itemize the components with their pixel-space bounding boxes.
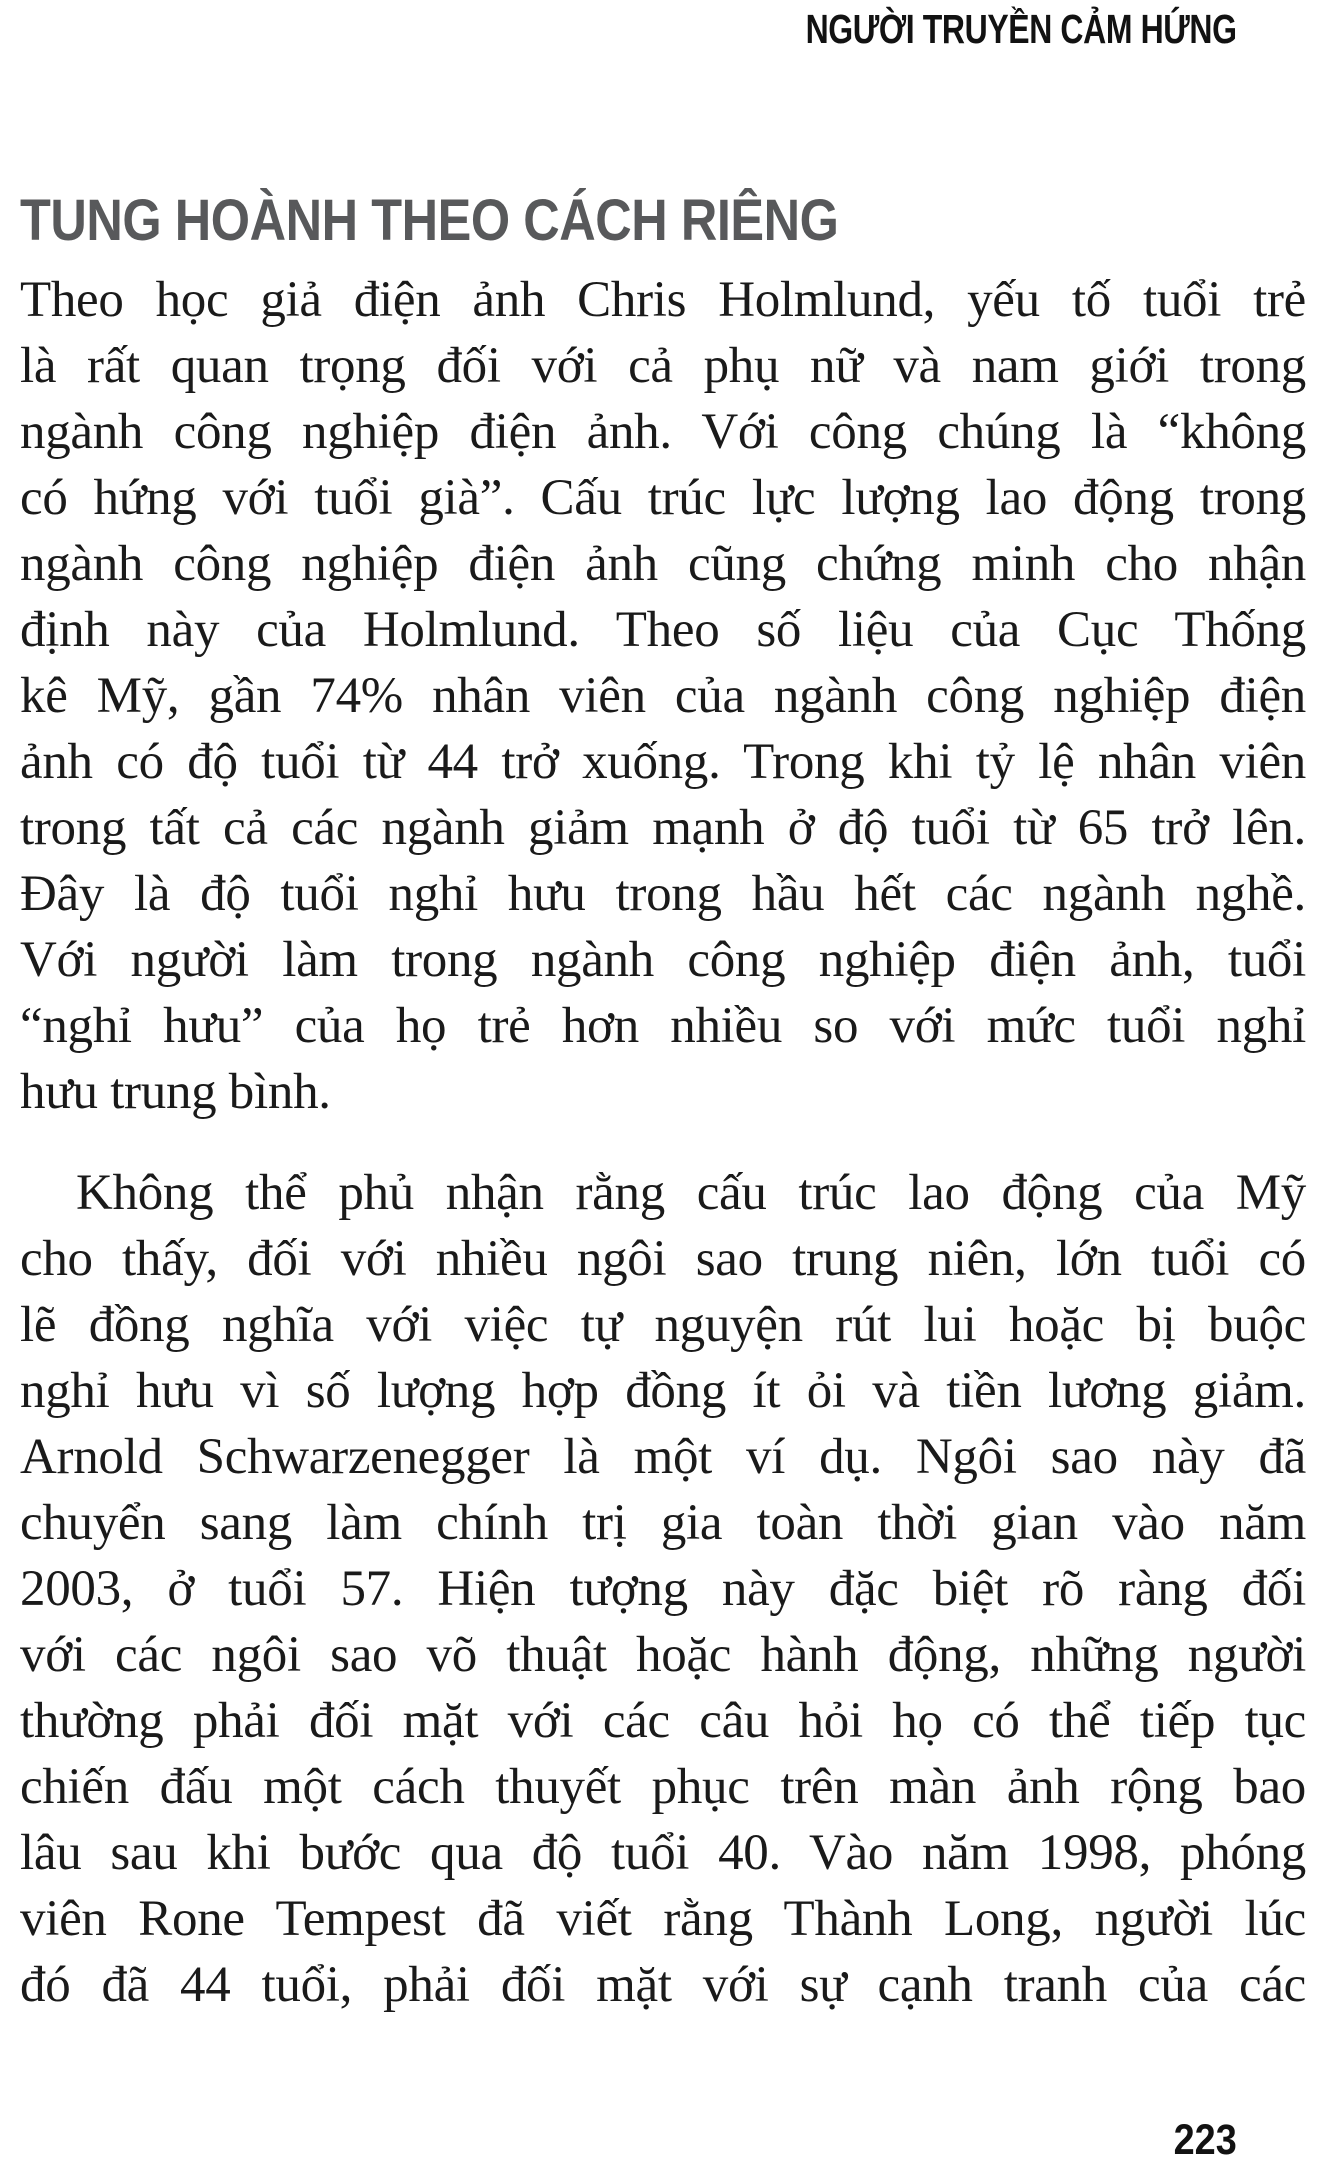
text-line: 2003, ở tuổi 57. Hiện tượng này đặc biệt rõ ràng đối xyxy=(20,1561,1306,1617)
text-line: Theo học giả điện ảnh Chris Holmlund, yếu tố tuổi trẻ xyxy=(20,272,1306,328)
text-line: thường phải đối mặt với các câu hỏi họ có thể tiếp tục xyxy=(20,1693,1306,1749)
text-line: chuyển sang làm chính trị gia toàn thời gian vào năm xyxy=(20,1495,1306,1551)
text-line: ngành công nghiệp điện ảnh. Với công chúng là “không xyxy=(20,404,1306,460)
body-text xyxy=(20,267,1306,2018)
text-line: chiến đấu một cách thuyết phục trên màn ảnh rộng bao xyxy=(20,1759,1306,1815)
text-line: với các ngôi sao võ thuật hoặc hành động, những người xyxy=(20,1627,1306,1683)
paragraph-2 xyxy=(20,1160,1306,2018)
running-head: NGƯỜI TRUYỀN CẢM HỨNG xyxy=(805,6,1237,52)
page-title: TUNG HOÀNH THEO CÁCH RIÊNG xyxy=(20,187,839,253)
text-line: Đây là độ tuổi nghỉ hưu trong hầu hết các ngành nghề. xyxy=(20,866,1306,922)
text-line: lâu sau khi bước qua độ tuổi 40. Vào năm 1998, phóng xyxy=(20,1825,1306,1881)
text-line: ảnh có độ tuổi từ 44 trở xuống. Trong khi tỷ lệ nhân viên xyxy=(20,734,1306,790)
text-line: ngành công nghiệp điện ảnh cũng chứng minh cho nhận xyxy=(20,536,1306,592)
text-line: Không thể phủ nhận rằng cấu trúc lao động của Mỹ xyxy=(76,1165,1306,1221)
text-line: kê Mỹ, gần 74% nhân viên của ngành công nghiệp điện xyxy=(20,668,1306,724)
text-line: định này của Holmlund. Theo số liệu của Cục Thống xyxy=(20,602,1306,658)
text-line: lẽ đồng nghĩa với việc tự nguyện rút lui hoặc bị buộc xyxy=(20,1297,1306,1353)
text-line: đó đã 44 tuổi, phải đối mặt với sự cạnh tranh của các xyxy=(20,1957,1306,2013)
text-line: viên Rone Tempest đã viết rằng Thành Long, người lúc xyxy=(20,1891,1306,1947)
paragraph-1 xyxy=(20,267,1306,1125)
text-line: “nghỉ hưu” của họ trẻ hơn nhiều so với mức tuổi nghỉ xyxy=(20,998,1306,1054)
text-line: nghỉ hưu vì số lượng hợp đồng ít ỏi và tiền lương giảm. xyxy=(20,1363,1306,1419)
text-line: trong tất cả các ngành giảm mạnh ở độ tuổi từ 65 trở lên. xyxy=(20,800,1306,856)
text-line: Với người làm trong ngành công nghiệp điện ảnh, tuổi xyxy=(20,932,1306,988)
text-line: có hứng với tuổi già”. Cấu trúc lực lượng lao động trong xyxy=(20,470,1306,526)
text-line: là rất quan trọng đối với cả phụ nữ và nam giới trong xyxy=(20,338,1306,394)
text-line: hưu trung bình. xyxy=(20,1064,331,1120)
page-number: 223 xyxy=(1173,2116,1237,2164)
text-line: cho thấy, đối với nhiều ngôi sao trung niên, lớn tuổi có xyxy=(20,1231,1306,1287)
text-line: Arnold Schwarzenegger là một ví dụ. Ngôi sao này đã xyxy=(20,1429,1306,1485)
